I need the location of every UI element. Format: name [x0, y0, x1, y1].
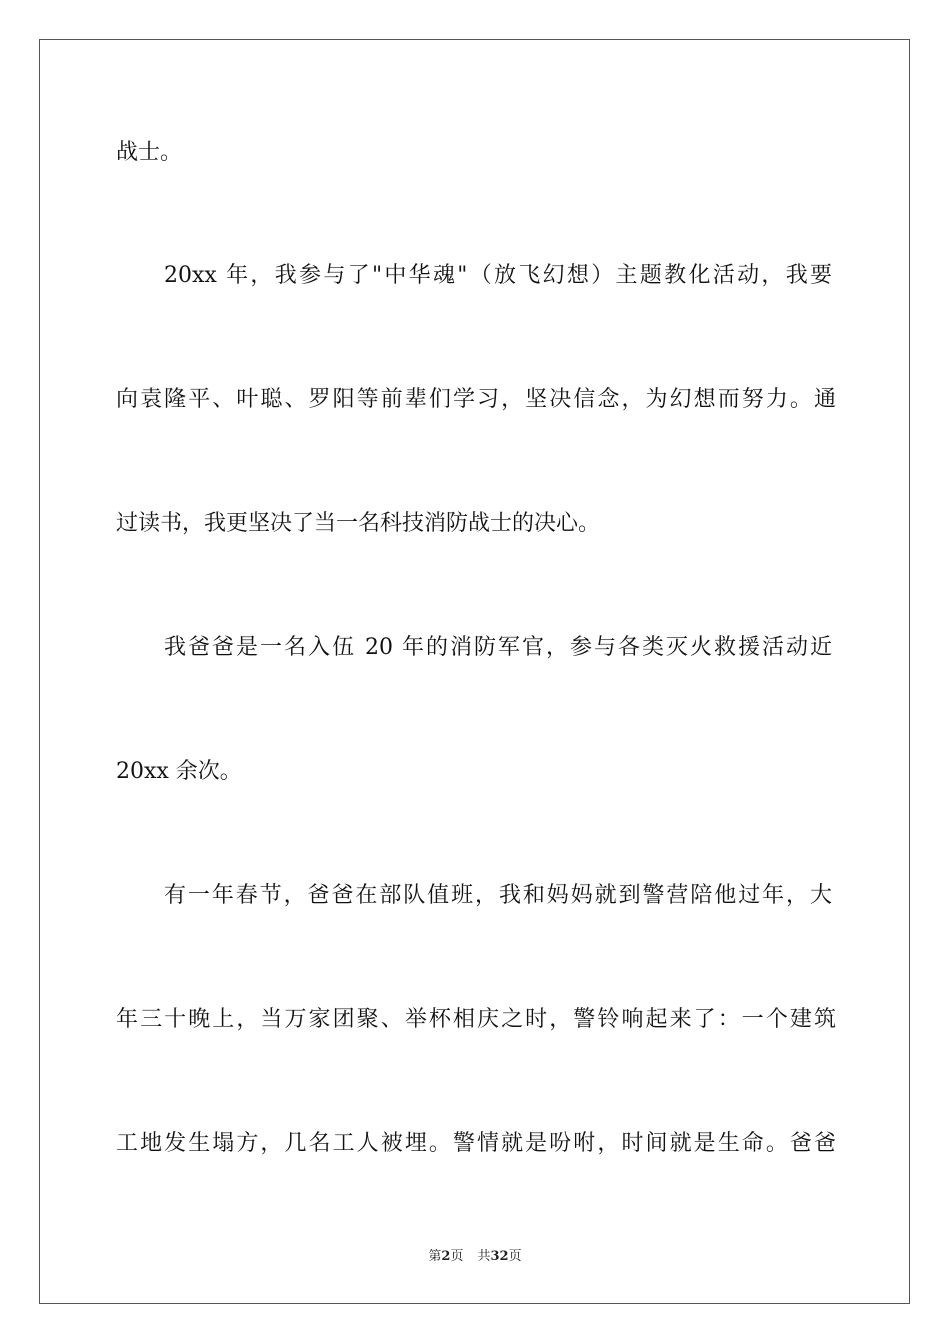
footer-page-total: 32	[490, 1249, 509, 1264]
text-line: 过读书，我更坚决了当一名科技消防战士的决心。	[116, 511, 601, 536]
page-border	[39, 39, 910, 1304]
footer-total-prefix: 共	[477, 1249, 491, 1264]
footer-page-prefix: 第	[428, 1249, 442, 1264]
footer-page-suffix: 页	[450, 1249, 464, 1264]
paragraph-first-line: 有一年春节，爸爸在部队值班，我和妈妈就到警营陪他过年，大	[164, 883, 832, 908]
paragraph-first-line: 20xx 年，我参与了"中华魂"（放飞幻想）主题教化活动，我要	[164, 263, 832, 288]
text-line: 战士。	[116, 140, 183, 165]
page-footer	[0, 1248, 950, 1266]
text-line: 20xx 余次。	[116, 759, 242, 784]
text-line: 向袁隆平、叶聪、罗阳等前辈们学习，坚决信念，为幻想而努力。通	[116, 387, 836, 412]
footer-page-current: 2	[441, 1249, 451, 1264]
text-line: 工地发生塌方，几名工人被埋。警情就是吩咐，时间就是生命。爸爸	[116, 1131, 836, 1156]
text-line: 年三十晚上，当万家团聚、举杯相庆之时，警铃响起来了：一个建筑	[116, 1007, 836, 1032]
footer-total-suffix: 页	[508, 1249, 522, 1264]
paragraph-first-line: 我爸爸是一名入伍 20 年的消防军官，参与各类灭火救援活动近	[164, 635, 832, 660]
